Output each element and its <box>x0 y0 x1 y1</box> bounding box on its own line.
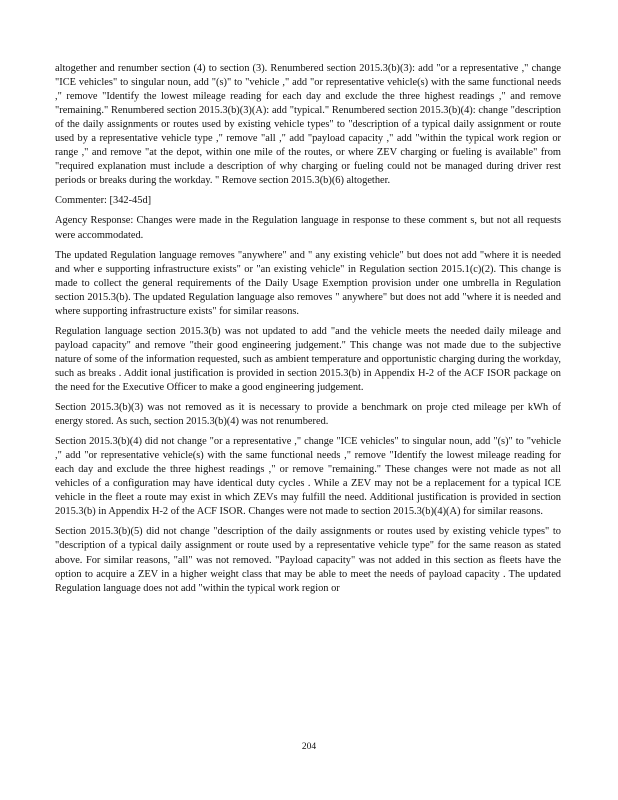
paragraph-section-b3: Section 2015.3(b)(3) was not removed as it is necessary to provide a benchmark on proje cted mileage per kWh of energy stored. As such, section 2015.3(b)(4) was not renumbered. <box>55 402 561 428</box>
commenter-line: Commenter: [342-45d] <box>55 195 152 207</box>
paragraph-section-b5: Section 2015.3(b)(5) did not change "description of the daily assignments or routes used by existing vehicle types" to "description of a typical daily assignment or route used by a representative vehicle type" for the same reason as stated above. For similar reasons, "all" was not removed. "Payload capacity" was not added in this section as fleets have the option to acquire a ZEV in a higher weight class that may be able to meet the needs of payload capacity . The updated Regulation language does not add "within the typical work region or <box>55 526 561 594</box>
paragraph-section-b4: Section 2015.3(b)(4) did not change "or a representative ," change "ICE vehicles" to singular noun, add "(s)" to "vehicle ," add "or representative vehicle(s) with the same functional needs ," remove "Identify the lowest mileage reading for each day and exclude the three highest readings ," or remove "remaining." These changes were not made as not all vehicles of a configuration may have identical duty cycles . While a ZEV may not be a replacement for a typical ICE vehicle in the fleet a route may exist in which ZEVs may fulfill the need. Additional justification is provided in section 2015.3(b) in Appendix H-2 of the ACF ISOR. Changes were not made to section 2015.3(b)(4)(A) for similar reasons. <box>55 436 561 518</box>
paragraph-regulation-language: Regulation language section 2015.3(b) was not updated to add "and the vehicle meets the needed daily mileage and payload capacity" and remove "their good engineering judgement." This change was not made due to the subjective nature of some of the information requested, such as ambient temperature and opportunistic charging during the workday, such as breaks . Addit ional justification is provided in section 2015.3(b) in Appendix H-2 of the ACF ISOR package on the need for the Executive Officer to make a good engineering judgement. <box>55 325 561 393</box>
agency-response: Agency Response: Changes were made in the Regulation language in response to these comment s, but not all requests were accommodated. <box>55 215 561 241</box>
paragraph-renumber-changes: altogether and renumber section (4) to section (3). Renumbered section 2015.3(b)(3): add "or a representative ," change "ICE vehicles" to singular noun, add "(s)" to "vehicle ," add "or representative vehicle(s) with the same functional needs ," remove "Identify the lowest mileage reading for each day and exclude the three highest readings ," and remove "remaining." Renumbered section 2015.3(b)(3)(A): add "typical." Renumbered section 2015.3(b)(4): change "description of the daily assignments or routes used by existing vehicle types" to "description of a typical daily assignment or route used by a representative vehicle type ," remove "all ," add "payload capacity ," add "within the typical work region or range ," and remove "at the depot, within one mile of the routes, or where ZEV charging or fueling is available" from "required explanation must include a description of why charging or fueling could not be managed during driver rest periods or breaks during the workday. " Remove section 2015.3(b)(6) altogether. <box>55 63 561 187</box>
page-number: 204 <box>301 742 317 752</box>
document-body <box>55 62 561 602</box>
paragraph-updated-language: The updated Regulation language removes "anywhere" and " any existing vehicle" but does not add "where it is needed and wher e supporting infrastructure exists" or "an existing vehicle" in Regulation section 2015.1(c)(2). This change is made to collect the general requirements of the Daily Usage Exemption provision under one umbrella in Regulation section 2015.3(b). The updated Regulation language also removes " anywhere" but does not add "where it is needed and where supporting infrastructure exists" for similar reasons. <box>55 249 561 317</box>
